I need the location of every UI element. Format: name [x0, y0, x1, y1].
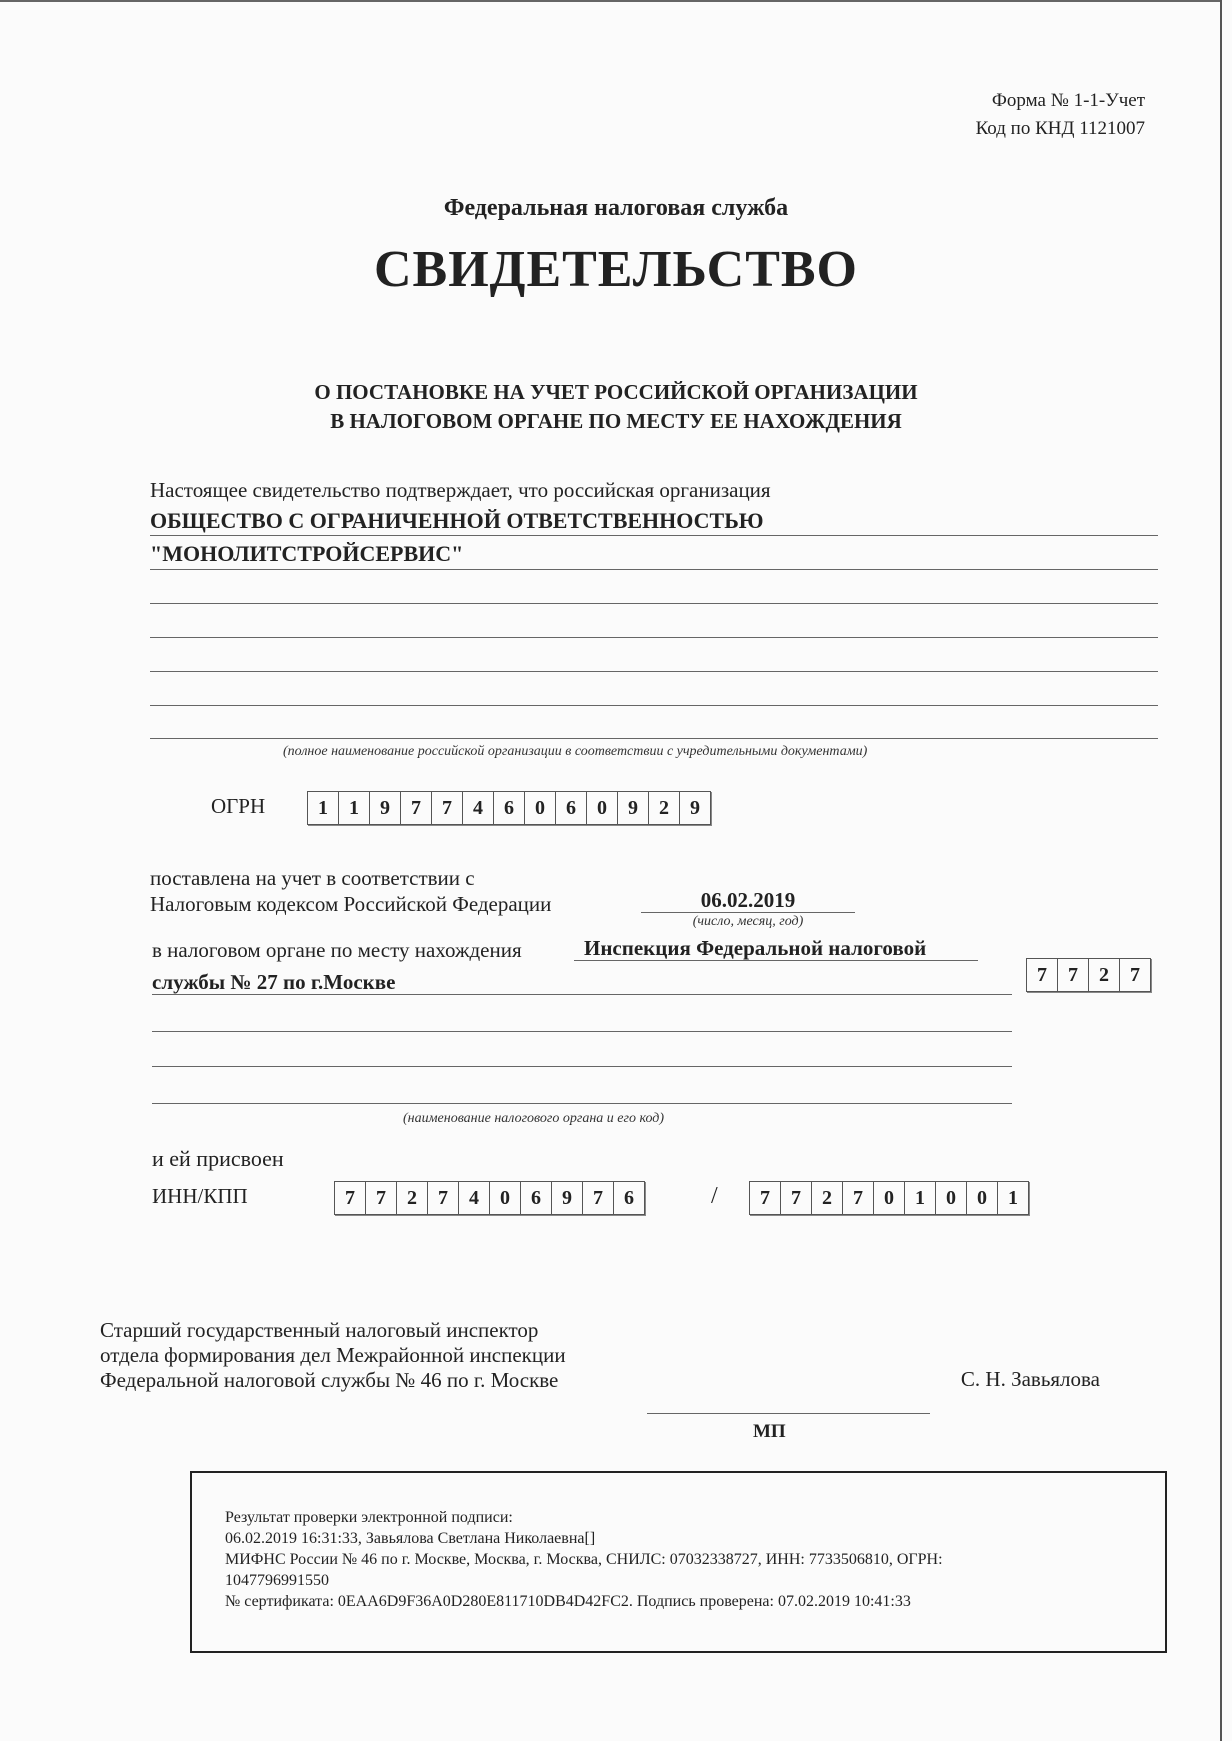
inn-digit: 7	[428, 1182, 459, 1214]
registration-date: 06.02.2019	[700, 888, 796, 912]
ogrn-digit: 9	[690, 797, 700, 819]
tax-authority-code-digit: 2	[1089, 959, 1120, 991]
signatory-position	[100, 1318, 566, 1393]
kpp-digit: 0	[936, 1182, 967, 1214]
tax-authority-name-line-1: Инспекция Федеральной налоговой	[584, 936, 927, 960]
fill-line	[152, 1031, 1012, 1032]
document-title: СВИДЕТЕЛЬСТВО	[373, 241, 859, 298]
fill-line	[150, 603, 1158, 604]
signatory-line-3: Федеральной налоговой службы № 46 по г. Москве	[100, 1368, 559, 1392]
fill-line	[150, 738, 1158, 739]
kpp-digit: 7	[750, 1182, 781, 1214]
ogrn-digit: 9	[618, 792, 649, 824]
kpp-digit: 7	[843, 1182, 874, 1214]
signature-check-line-2: 06.02.2019 16:31:33, Завьялова Светлана Николаевна[]	[225, 1530, 596, 1547]
form-header	[976, 87, 1145, 143]
signature-check-line-1: Результат проверки электронной подписи:	[225, 1509, 513, 1526]
inn-digit: 7	[583, 1182, 614, 1214]
ogrn-digit: 0	[587, 792, 618, 824]
fill-line	[152, 1066, 1012, 1067]
inn-kpp-separator: /	[711, 1183, 718, 1209]
intro-text: Настоящее свидетельство подтверждает, что российская организация	[150, 478, 771, 502]
organization-name-line-2: "МОНОЛИТСТРОЙСЕРВИС"	[150, 541, 464, 566]
fill-line	[150, 705, 1158, 706]
date-line	[641, 912, 855, 913]
fill-line	[150, 671, 1158, 672]
ogrn-digit: 1	[339, 792, 370, 824]
signatory-line-2: отдела формирования дел Межрайонной инспекции	[100, 1343, 566, 1367]
signature-line	[647, 1413, 930, 1414]
ogrn-digit: 4	[463, 792, 494, 824]
inn-digit: 6	[624, 1187, 634, 1209]
fill-line	[150, 569, 1158, 570]
inn-digits	[334, 1181, 645, 1215]
registration-text-line-2: Налоговым кодексом Российской Федерации	[150, 892, 552, 916]
kpp-digit: 2	[812, 1182, 843, 1214]
tax-authority-code-digit: 7	[1058, 959, 1089, 991]
signature-check-line-4: 1047796991550	[225, 1572, 329, 1589]
inn-digit: 6	[521, 1182, 552, 1214]
organization-caption: (полное наименование российской организации в соответствии с учредительными документами)	[283, 744, 868, 759]
tax-authority-name-line-2: службы № 27 по г.Москве	[152, 970, 396, 994]
signatory-line-1: Старший государственный налоговый инспектор	[100, 1318, 539, 1342]
inn-digit: 7	[335, 1182, 366, 1214]
ogrn-digit: 0	[525, 792, 556, 824]
kpp-digit: 7	[781, 1182, 812, 1214]
signature-check-box	[190, 1471, 1167, 1653]
fill-line	[152, 1103, 1012, 1104]
kpp-digit: 0	[967, 1182, 998, 1214]
tax-authority-label: в налоговом органе по месту нахождения	[152, 938, 522, 962]
ogrn-digit: 6	[556, 792, 587, 824]
tax-authority-code-digit: 7	[1027, 959, 1058, 991]
inn-digit: 9	[552, 1182, 583, 1214]
signature-check-line-5: № сертификата: 0EAA6D9F36A0D280E811710DB4D42FC2. Подпись проверена: 07.02.2019 10:41:33	[225, 1593, 911, 1610]
subtitle-line-2: В НАЛОГОВОМ ОРГАНЕ ПО МЕСТУ ЕЕ НАХОЖДЕНИЯ	[330, 409, 902, 433]
fill-line	[150, 535, 1158, 536]
ogrn-digits	[307, 791, 711, 825]
issuer-name: Федеральная налоговая служба	[443, 195, 789, 221]
kpp-digit: 1	[1008, 1187, 1018, 1209]
fill-line	[574, 960, 978, 961]
signature-check-line-3: МИФНС России № 46 по г. Москве, Москва, г. Москва, СНИЛС: 07032338727, ИНН: 7733506810, ОГРН:	[225, 1551, 943, 1568]
stamp-label: МП	[753, 1421, 786, 1442]
tax-authority-code-digits	[1026, 958, 1151, 992]
ogrn-digit: 9	[370, 792, 401, 824]
ogrn-digit: 7	[401, 792, 432, 824]
tax-authority-caption: (наименование налогового органа и его код)	[403, 1111, 665, 1126]
assigned-label: и ей присвоен	[152, 1146, 284, 1171]
ogrn-label: ОГРН	[211, 794, 266, 818]
subtitle-line-1: О ПОСТАНОВКЕ НА УЧЕТ РОССИЙСКОЙ ОРГАНИЗАЦИИ	[314, 380, 918, 404]
inn-kpp-label: ИНН/КПП	[152, 1184, 248, 1208]
ogrn-digit: 7	[432, 792, 463, 824]
kpp-digit: 0	[874, 1182, 905, 1214]
inn-digit: 7	[366, 1182, 397, 1214]
form-number: Форма № 1-1-Учет	[991, 90, 1145, 111]
organization-name-line-1: ОБЩЕСТВО С ОГРАНИЧЕННОЙ ОТВЕТСТВЕННОСТЬЮ	[150, 508, 764, 533]
signatory-name: С. Н. Завьялова	[960, 1367, 1100, 1391]
ogrn-digit: 1	[308, 792, 339, 824]
kpp-digit: 1	[905, 1182, 936, 1214]
date-caption: (число, месяц, год)	[692, 914, 804, 929]
inn-digit: 0	[490, 1182, 521, 1214]
ogrn-digit: 2	[649, 792, 680, 824]
knd-code: Код по КНД 1121007	[975, 118, 1145, 139]
fill-line	[152, 994, 1012, 995]
tax-authority-code-digit: 7	[1130, 964, 1140, 986]
inn-digit: 4	[459, 1182, 490, 1214]
kpp-digits	[749, 1181, 1029, 1215]
ogrn-digit: 6	[494, 792, 525, 824]
fill-line	[150, 637, 1158, 638]
scan-top-edge	[0, 0, 1222, 2]
registration-text-line-1: поставлена на учет в соответствии с	[150, 866, 475, 890]
document-subtitle	[0, 378, 1232, 436]
inn-digit: 2	[397, 1182, 428, 1214]
